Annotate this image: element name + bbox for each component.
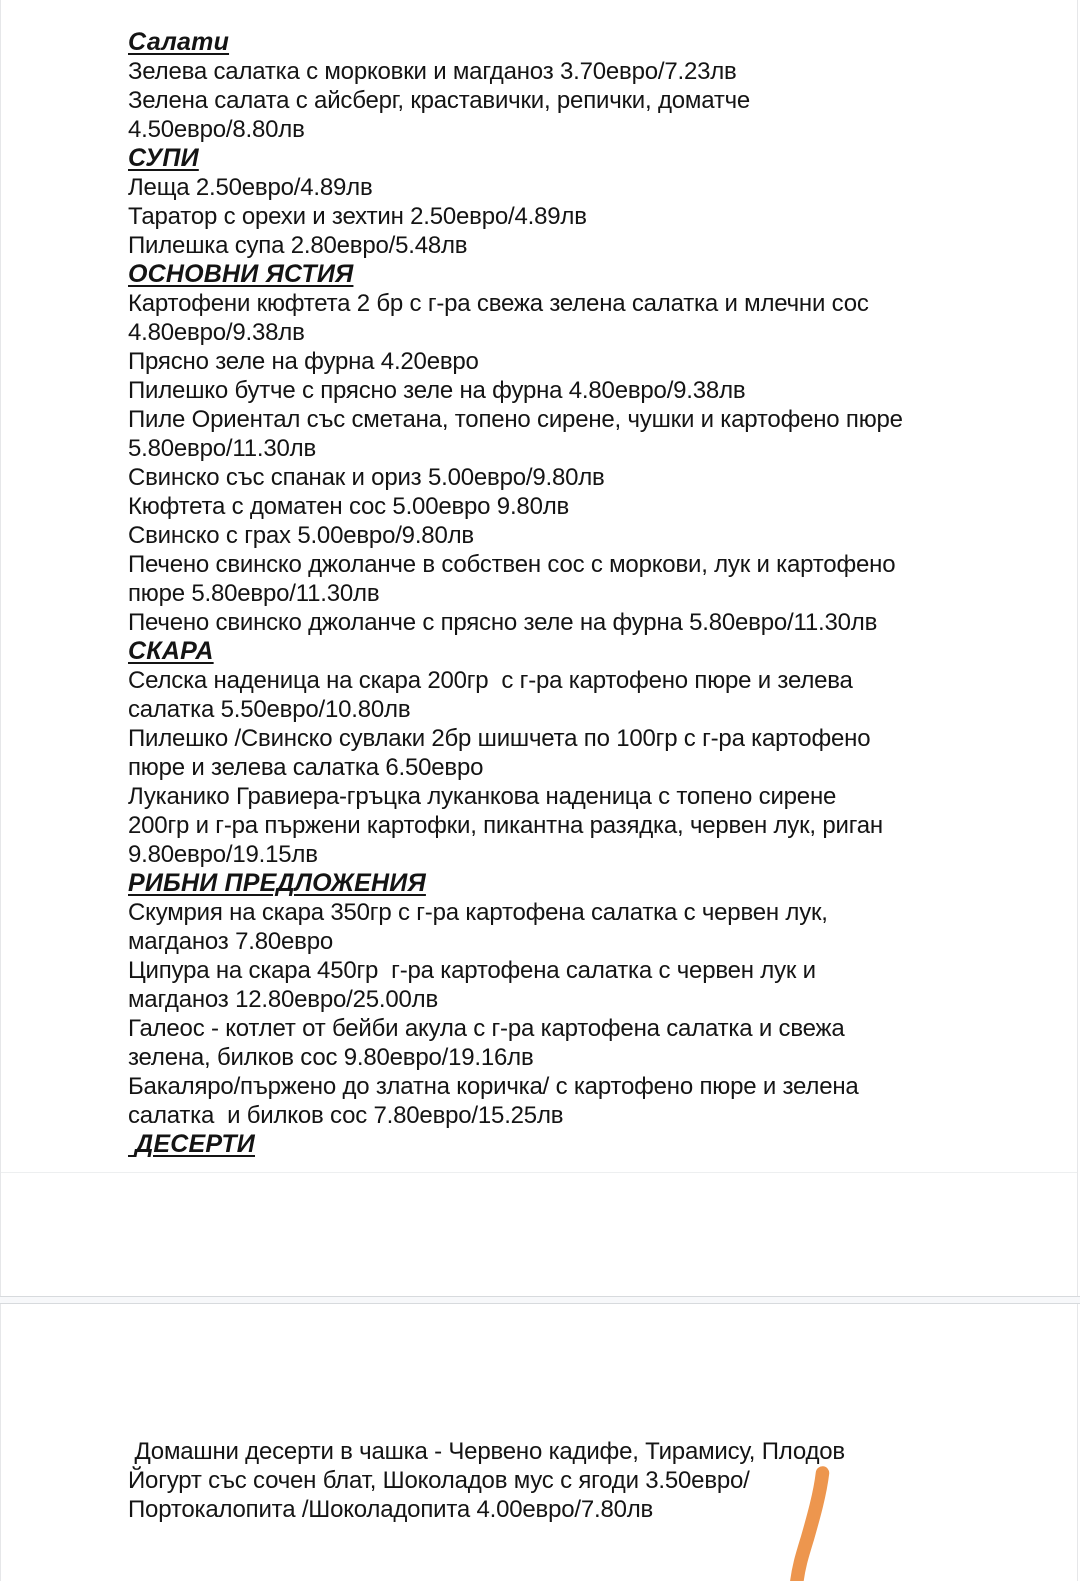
menu-line: Свинско със спанак и ориз 5.00евро/9.80лв	[128, 464, 605, 491]
menu-line: Зелена салата с айсберг, краставички, репички, доматче	[128, 87, 751, 114]
menu-line: 200гр и г-ра пържени картофки, пикантна разядка, червен лук, риган	[128, 812, 883, 839]
menu-line: 5.80евро/11.30лв	[128, 435, 317, 462]
menu-line: пюре 5.80евро/11.30лв	[128, 580, 380, 607]
menu-line: салатка 5.50евро/10.80лв	[128, 696, 411, 723]
menu-line: РИБНИ ПРЕДЛОЖЕНИЯ	[128, 869, 426, 897]
menu-line: Селска наденица на скара 200гр с г-ра картофено пюре и зелева	[128, 667, 853, 694]
menu-line: Печено свинско джоланче с прясно зеле на фурна 5.80евро/11.30лв	[128, 609, 878, 636]
menu-line: Луканико Гравиера-гръцка луканкова наденица с топено сирене	[128, 783, 837, 810]
menu-line: салатка и билков сос 7.80евро/15.25лв	[128, 1102, 564, 1129]
menu-page-2	[0, 1304, 1078, 1581]
menu-line: 4.80евро/9.38лв	[128, 319, 305, 346]
menu-line: Галеос - котлет от бейби акула с г-ра картофена салатка и свежа	[128, 1015, 845, 1042]
menu-line: Картофени кюфтета 2 бр с г-ра свежа зелена салатка и млечни сос	[128, 290, 869, 317]
menu-line: Печено свинско джоланче в собствен сос с моркови, лук и картофено	[128, 551, 896, 578]
menu-line: Свинско с грах 5.00евро/9.80лв	[128, 522, 474, 549]
menu-line: Скумрия на скара 350гр с г-ра картофена салатка с червен лук,	[128, 899, 828, 926]
menu-line: магданоз 7.80евро	[128, 928, 333, 955]
menu-line: 9.80евро/19.15лв	[128, 841, 318, 868]
page-divider	[0, 1296, 1080, 1304]
menu-line: СУПИ	[128, 144, 199, 172]
menu-line: Зелева салатка с морковки и магданоз 3.70евро/7.23лв	[128, 58, 737, 85]
menu-line: магданоз 12.80евро/25.00лв	[128, 986, 439, 1013]
menu-line: Таратор с орехи и зехтин 2.50евро/4.89лв	[128, 203, 587, 230]
menu-line: зелена, билков сос 9.80евро/19.16лв	[128, 1044, 534, 1071]
menu-line: Ципура на скара 450гр г-ра картофена салатка с червен лук и	[128, 957, 816, 984]
menu-line: ДЕСЕРТИ	[128, 1130, 255, 1158]
menu-line: Бакаляро/пържено до златна коричка/ с картофено пюре и зелена	[128, 1073, 859, 1100]
menu-line: Пиле Ориентал със сметана, топено сирене, чушки и картофено пюре	[128, 406, 903, 433]
menu-line: Пилешко /Свинско сувлаки 2бр шишчета по 100гр с г-ра картофено	[128, 725, 871, 752]
dessert-line: Портокалопита /Шоколадопита 4.00евро/7.80лв	[128, 1496, 654, 1523]
menu-line: Салати	[128, 28, 230, 56]
menu-line: пюре и зелева салатка 6.50евро	[128, 754, 484, 781]
menu-line: Прясно зеле на фурна 4.20евро	[128, 348, 479, 375]
menu-line: Пилешка супа 2.80евро/5.48лв	[128, 232, 468, 259]
menu-line: Кюфтета с доматен сос 5.00евро 9.80лв	[128, 493, 570, 520]
menu-line: Пилешко бутче с прясно зеле на фурна 4.80евро/9.38лв	[128, 377, 746, 404]
dessert-line: Домашни десерти в чашка - Червено кадифе, Тирамису, Плодов	[128, 1438, 845, 1465]
menu-text-block	[128, 28, 988, 1159]
menu-line: 4.50евро/8.80лв	[128, 116, 305, 143]
menu-line: СКАРА	[128, 637, 214, 665]
dessert-line: Йогурт със сочен блат, Шоколадов мус с ягоди 3.50евро/	[128, 1467, 750, 1494]
menu-line: Леща 2.50евро/4.89лв	[128, 174, 373, 201]
menu-line: ОСНОВНИ ЯСТИЯ	[128, 260, 354, 288]
dessert-text-block	[128, 1437, 1008, 1524]
